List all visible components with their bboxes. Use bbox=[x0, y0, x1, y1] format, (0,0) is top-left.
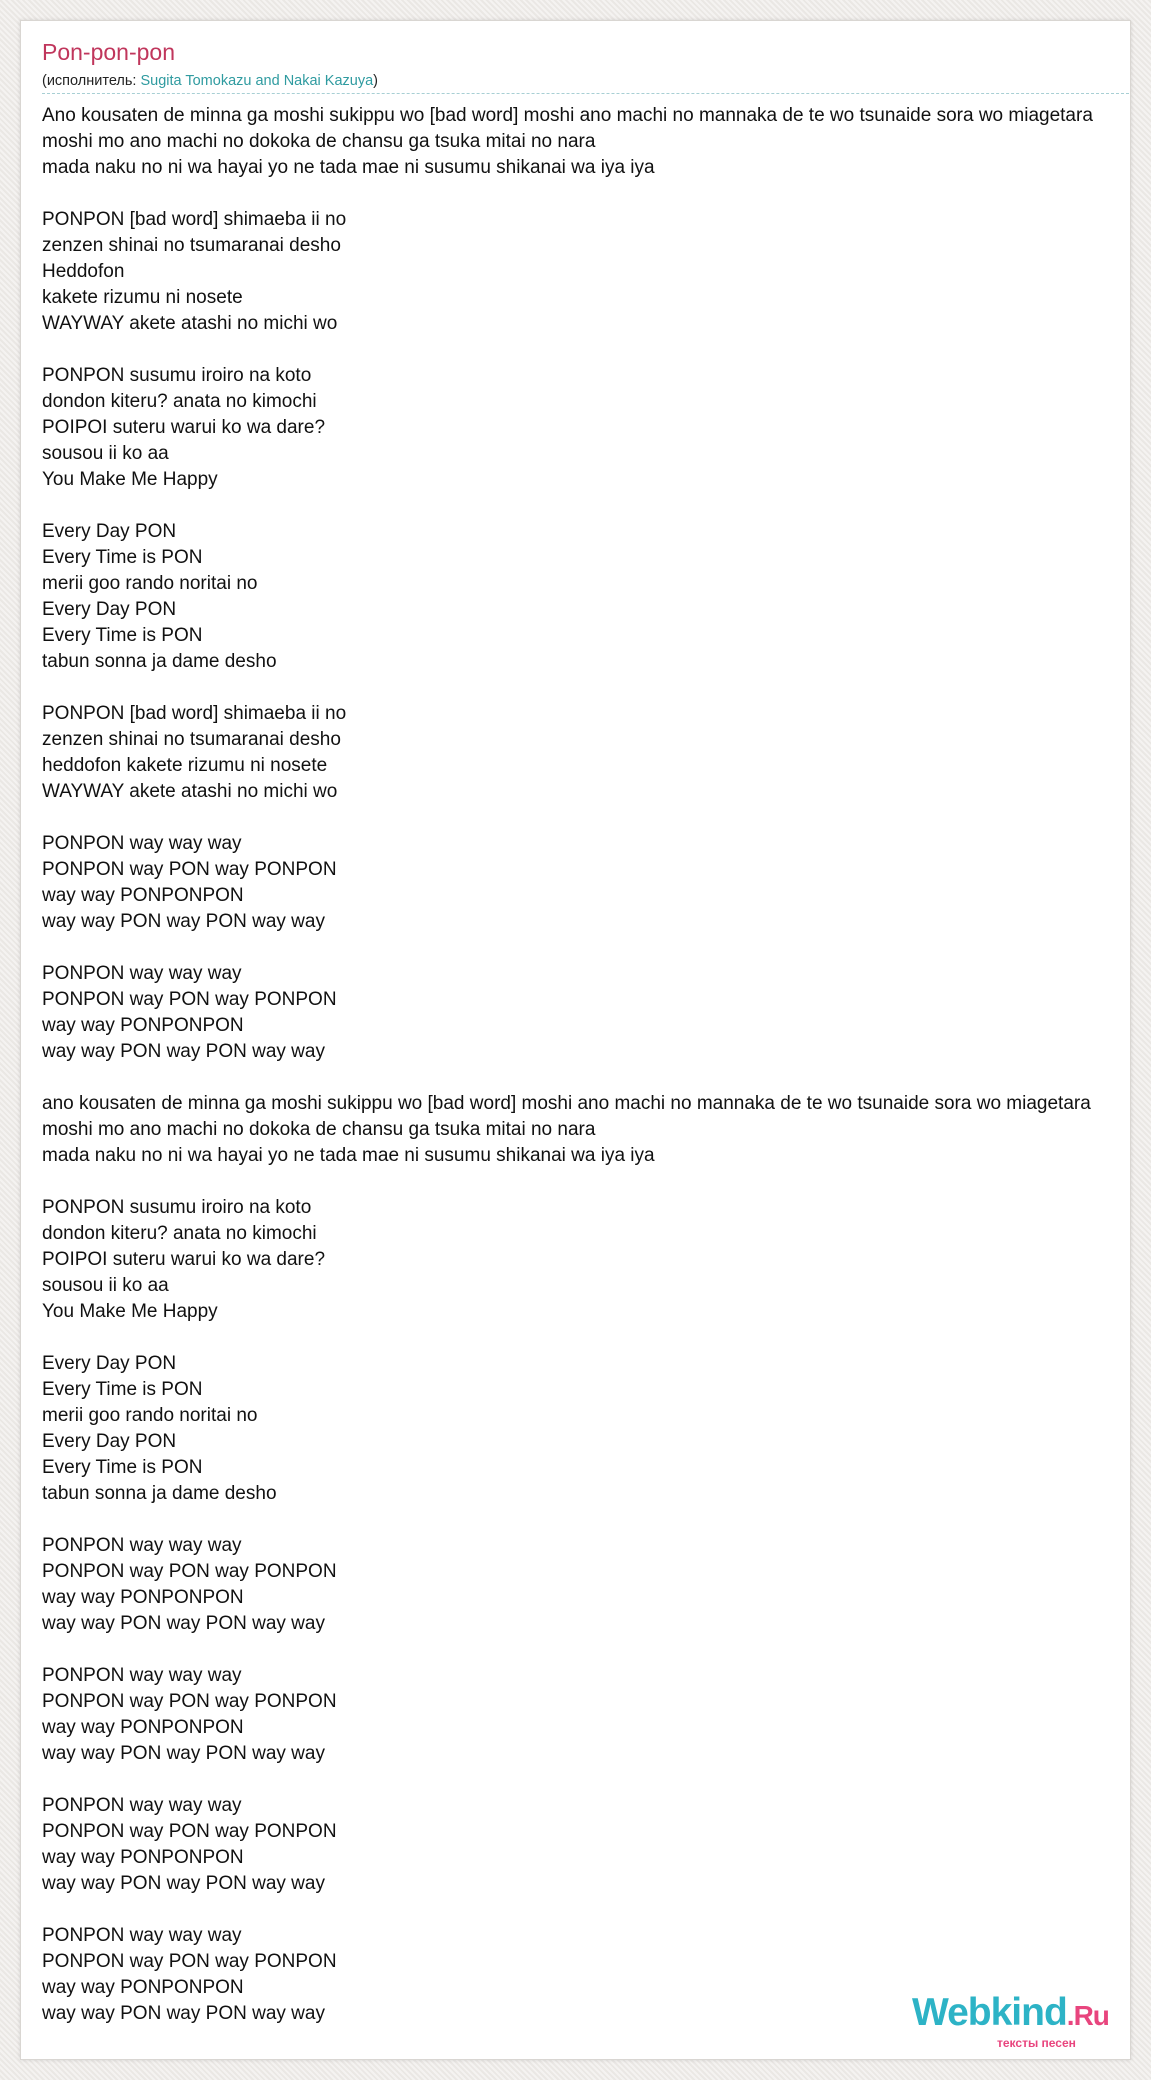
lyric-line: way way PONPONPON bbox=[42, 1717, 244, 1738]
lyric-line: merii goo rando noritai no bbox=[42, 573, 258, 594]
lyric-line: PONPON way way way bbox=[42, 963, 242, 984]
lyric-line: Heddofon bbox=[42, 261, 125, 282]
title-divider bbox=[42, 93, 1129, 94]
lyric-line: PONPON way way way bbox=[42, 1925, 242, 1946]
stanza-gap bbox=[42, 1767, 1131, 1793]
lyric-line: Every Time is PON bbox=[42, 1379, 203, 1400]
lyric-line: Every Day PON bbox=[42, 1353, 177, 1374]
lyric-line: Every Time is PON bbox=[42, 547, 203, 568]
lyric-line: tabun sonna ja dame desho bbox=[42, 1483, 277, 1504]
lyric-line: Ano kousaten de minna ga moshi sukippu wo [bad word] moshi ano machi no mannaka de te wo tsunaide sora wo miagetara bbox=[42, 105, 1093, 126]
stanza-gap bbox=[42, 1637, 1131, 1663]
lyric-line: dondon kiteru? anata no kimochi bbox=[42, 1223, 317, 1244]
stanza-gap bbox=[42, 337, 1131, 363]
stanza-gap bbox=[42, 935, 1131, 961]
lyric-line: moshi mo ano machi no dokoka de chansu ga tsuka mitai no nara bbox=[42, 131, 596, 152]
lyric-line: moshi mo ano machi no dokoka de chansu ga tsuka mitai no nara bbox=[42, 1119, 596, 1140]
stanza-gap bbox=[42, 675, 1131, 701]
lyric-line: POIPOI suteru warui ko wa dare? bbox=[42, 1249, 326, 1270]
lyric-line: way way PONPONPON bbox=[42, 1847, 244, 1868]
lyric-line: PONPON way PON way PONPON bbox=[42, 859, 337, 880]
stanza-gap bbox=[42, 1065, 1131, 1091]
lyric-line: zenzen shinai no tsumaranai desho bbox=[42, 235, 341, 256]
lyric-line: way way PON way PON way way bbox=[42, 1743, 325, 1764]
lyric-line: tabun sonna ja dame desho bbox=[42, 651, 277, 672]
lyric-line: way way PONPONPON bbox=[42, 1977, 244, 1998]
logo-tagline: тексты песен bbox=[997, 2036, 1076, 2050]
lyric-line: zenzen shinai no tsumaranai desho bbox=[42, 729, 341, 750]
lyric-line: ano kousaten de minna ga moshi sukippu wo [bad word] moshi ano machi no mannaka de te wo tsunaide sora wo miagetara bbox=[42, 1093, 1091, 1114]
lyrics-body bbox=[42, 103, 1131, 2027]
lyric-line: kakete rizumu ni nosete bbox=[42, 287, 243, 308]
stanza-gap bbox=[42, 1325, 1131, 1351]
stanza-gap bbox=[42, 1507, 1131, 1533]
stanza-gap bbox=[42, 493, 1131, 519]
lyric-line: PONPON way way way bbox=[42, 1665, 242, 1686]
song-title: Pon-pon-pon bbox=[42, 39, 175, 65]
lyric-line: way way PON way PON way way bbox=[42, 1613, 325, 1634]
lyric-line: WAYWAY akete atashi no michi wo bbox=[42, 313, 338, 334]
lyric-line: Every Day PON bbox=[42, 521, 177, 542]
lyric-line: heddofon kakete rizumu ni nosete bbox=[42, 755, 328, 776]
lyric-line: PONPON [bad word] shimaeba ii no bbox=[42, 703, 347, 724]
lyric-line: PONPON [bad word] shimaeba ii no bbox=[42, 209, 347, 230]
lyric-line: dondon kiteru? anata no kimochi bbox=[42, 391, 317, 412]
lyric-line: You Make Me Happy bbox=[42, 1301, 218, 1322]
lyric-line: Every Time is PON bbox=[42, 625, 203, 646]
stanza-gap bbox=[42, 181, 1131, 207]
logo-tld: .Ru bbox=[1066, 2000, 1109, 2031]
lyric-line: Every Day PON bbox=[42, 599, 177, 620]
stanza-gap bbox=[42, 1897, 1131, 1923]
lyric-line: way way PONPONPON bbox=[42, 885, 244, 906]
lyric-line: PONPON way PON way PONPON bbox=[42, 1691, 337, 1712]
stanza-gap bbox=[42, 805, 1131, 831]
lyric-line: way way PON way PON way way bbox=[42, 2003, 325, 2024]
lyric-line: PONPON way way way bbox=[42, 1535, 242, 1556]
lyric-line: PONPON way way way bbox=[42, 833, 242, 854]
lyric-line: PONPON way PON way PONPON bbox=[42, 1561, 337, 1582]
lyric-line: mada naku no ni wa hayai yo ne tada mae ni susumu shikanai wa iya iya bbox=[42, 157, 655, 178]
performer-prefix: (исполнитель: bbox=[42, 73, 141, 89]
webkind-logo[interactable] bbox=[912, 1993, 1109, 2036]
lyric-line: PONPON way PON way PONPON bbox=[42, 1821, 337, 1842]
lyric-line: PONPON way PON way PONPON bbox=[42, 1951, 337, 1972]
lyric-line: way way PON way PON way way bbox=[42, 1041, 325, 1062]
lyric-line: PONPON way way way bbox=[42, 1795, 242, 1816]
lyric-line: way way PONPONPON bbox=[42, 1015, 244, 1036]
lyric-line: sousou ii ko aa bbox=[42, 1275, 169, 1296]
performer-suffix: ) bbox=[373, 73, 379, 89]
lyric-line: You Make Me Happy bbox=[42, 469, 218, 490]
lyric-line: mada naku no ni wa hayai yo ne tada mae ni susumu shikanai wa iya iya bbox=[42, 1145, 655, 1166]
lyric-line: WAYWAY akete atashi no michi wo bbox=[42, 781, 338, 802]
lyric-line: Every Time is PON bbox=[42, 1457, 203, 1478]
lyric-line: way way PON way PON way way bbox=[42, 911, 325, 932]
lyric-line: PONPON susumu iroiro na koto bbox=[42, 365, 312, 386]
lyric-line: PONPON way PON way PONPON bbox=[42, 989, 337, 1010]
lyric-line: merii goo rando noritai no bbox=[42, 1405, 258, 1426]
lyric-line: way way PON way PON way way bbox=[42, 1873, 325, 1894]
artist-link[interactable]: Sugita Tomokazu and Nakai Kazuya bbox=[140, 73, 374, 89]
lyric-line: sousou ii ko aa bbox=[42, 443, 169, 464]
lyric-line: POIPOI suteru warui ko wa dare? bbox=[42, 417, 326, 438]
lyric-line: PONPON susumu iroiro na koto bbox=[42, 1197, 312, 1218]
lyric-line: way way PONPONPON bbox=[42, 1587, 244, 1608]
performer-line bbox=[42, 73, 378, 89]
lyrics-card bbox=[20, 20, 1131, 2060]
stanza-gap bbox=[42, 1169, 1131, 1195]
lyric-line: Every Day PON bbox=[42, 1431, 177, 1452]
logo-name: Webkind bbox=[912, 1991, 1067, 2034]
